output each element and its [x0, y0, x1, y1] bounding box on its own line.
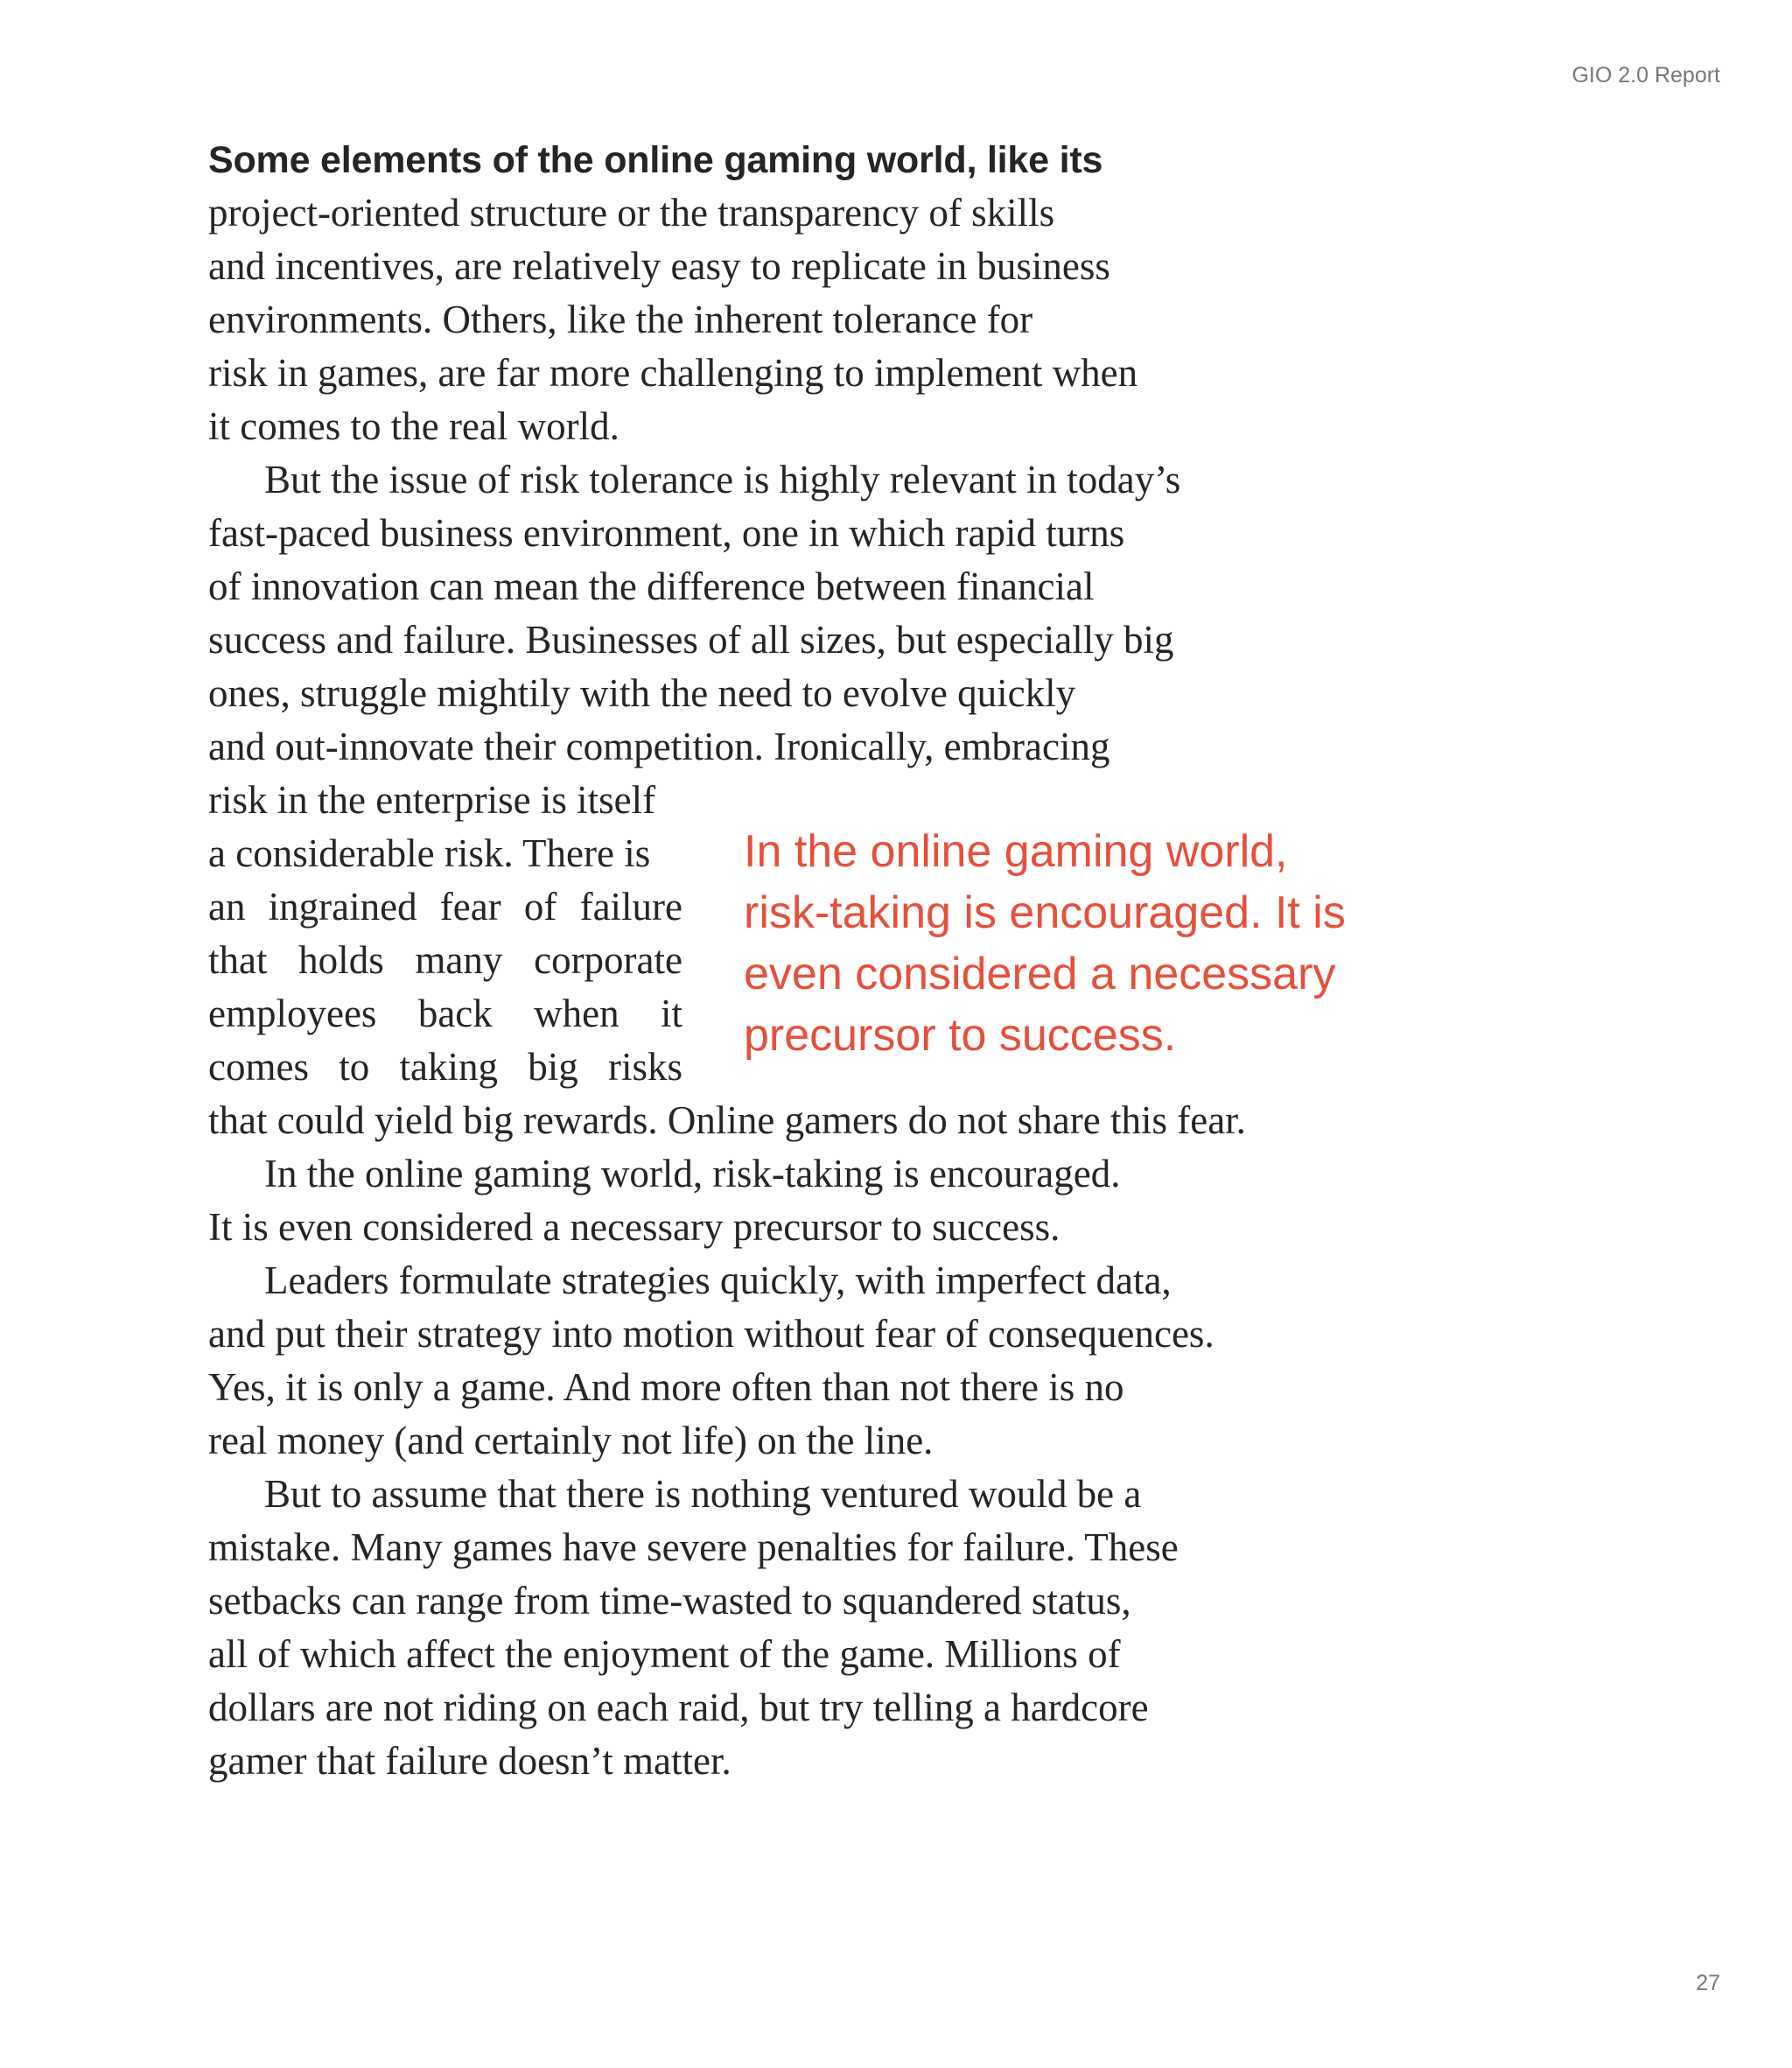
pull-quote-line: precursor to success. [744, 1010, 1177, 1061]
paragraph-line: success and failure. Businesses of all sizes, but especially big [208, 618, 1174, 662]
paragraph-line: that holds many corporate [208, 938, 682, 982]
page-number: 27 [1696, 1971, 1720, 1995]
paragraph-line: environments. Others, like the inherent tolerance for [208, 298, 1033, 341]
paragraph-line: gamer that failure doesn’t matter. [208, 1739, 732, 1783]
paragraph-line: comes to taking big risks [208, 1045, 682, 1089]
paragraph-line: dollars are not riding on each raid, but try telling a hardcore [208, 1686, 1149, 1729]
paragraph-line: But the issue of risk tolerance is highly relevant in today’s [264, 458, 1181, 501]
paragraph-line: mistake. Many games have severe penalties for failure. These [208, 1525, 1179, 1569]
paragraph-line: project-oriented structure or the transparency of skills [208, 191, 1055, 235]
pull-quote-line: In the online gaming world, [744, 826, 1288, 877]
paragraph-line: In the online gaming world, risk-taking is encouraged. [264, 1152, 1121, 1195]
paragraph-line: fast-paced business environment, one in which rapid turns [208, 511, 1125, 555]
paragraph-line: Yes, it is only a game. And more often than not there is no [208, 1365, 1124, 1409]
paragraph-line [208, 133, 1311, 186]
paragraph-line: real money (and certainly not life) on the line. [208, 1419, 934, 1462]
running-header: GIO 2.0 Report [1572, 63, 1720, 88]
pull-quote-line: risk-taking is encouraged. It is [744, 887, 1346, 938]
paragraph-line: risk in the enterprise is itself [208, 778, 656, 822]
paragraph-line: Leaders formulate strategies quickly, with imperfect data, [264, 1258, 1172, 1302]
paragraph-line: and out-innovate their competition. Ironically, embracing [208, 725, 1110, 768]
paragraph-line: But to assume that there is nothing ventured would be a [264, 1472, 1142, 1516]
pull-quote-line: even considered a necessary [744, 949, 1336, 999]
pull-quote [744, 821, 1426, 1066]
paragraph-line: It is even considered a necessary precursor to success. [208, 1205, 1060, 1249]
paragraph-line: risk in games, are far more challenging to implement when [208, 351, 1138, 395]
paragraph-line: ones, struggle mightily with the need to evolve quickly [208, 671, 1076, 715]
lead-in: Some elements of the online gaming world, like its [208, 139, 1103, 181]
paragraph-line: employees back when it [208, 992, 682, 1035]
paragraph-line: setbacks can range from time-wasted to squandered status, [208, 1579, 1131, 1623]
paragraph-line: a considerable risk. There is [208, 831, 651, 875]
paragraph-line: all of which affect the enjoyment of the game. Millions of [208, 1632, 1121, 1676]
paragraph-line: and put their strategy into motion without fear of consequences. [208, 1312, 1214, 1356]
paragraph-line: an ingrained fear of failure [208, 885, 682, 929]
paragraph-line: and incentives, are relatively easy to replicate in business [208, 244, 1110, 288]
paragraph-line: it comes to the real world. [208, 404, 620, 448]
paragraph-line: that could yield big rewards. Online gamers do not share this fear. [208, 1098, 1246, 1142]
paragraph-line: of innovation can mean the difference between financial [208, 564, 1095, 608]
